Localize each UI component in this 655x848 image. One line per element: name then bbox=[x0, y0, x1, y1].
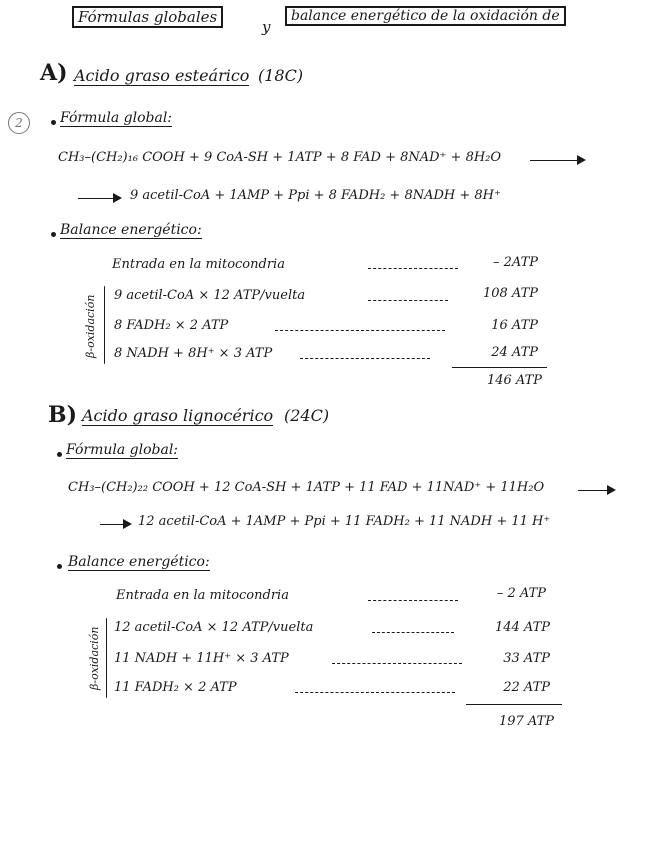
header-connector: y bbox=[262, 18, 271, 36]
section-b-row-3-value: 22 ATP bbox=[503, 680, 550, 695]
sum-line bbox=[452, 367, 547, 368]
section-a-entry-value: – 2ATP bbox=[493, 255, 538, 270]
section-a-balance-label: Balance energético: bbox=[60, 222, 202, 238]
section-a-entry-text: Entrada en la mitocondria bbox=[112, 257, 285, 272]
section-a-carbons: (18C) bbox=[258, 66, 304, 85]
section-b-equation-line-2: 12 acetil-CoA + 1AMP + Ppi + 11 FADH₂ + 11 NADH + 11 H⁺ bbox=[138, 514, 551, 529]
section-a-beta-label: β-oxidación bbox=[84, 294, 97, 358]
header-title-text-2: balance energético de la oxidación de bbox=[291, 8, 560, 24]
section-b-letter: B) bbox=[48, 402, 78, 428]
reaction-arrow-line bbox=[78, 198, 114, 199]
brace bbox=[106, 618, 107, 698]
bullet-dot bbox=[51, 120, 56, 125]
header-title-text-1: Fórmulas globales bbox=[78, 8, 218, 26]
section-b-equation-line-1: CH₃–(CH₂)₂₂ COOH + 12 CoA-SH + 1ATP + 11 FAD + 11NAD⁺ + 11H₂O bbox=[68, 480, 545, 495]
section-b-carbons: (24C) bbox=[284, 406, 330, 425]
arrow-right-icon bbox=[577, 155, 586, 165]
arrow-right-icon bbox=[123, 519, 132, 529]
section-b-formula-label: Fórmula global: bbox=[66, 442, 179, 458]
header-title-box-1 bbox=[72, 6, 223, 28]
section-a-equation-line-1: CH₃–(CH₂)₁₆ COOH + 9 CoA-SH + 1ATP + 8 FAD + 8NAD⁺ + 8H₂O bbox=[58, 150, 502, 165]
dashed-leader bbox=[368, 600, 458, 601]
bullet-dot bbox=[57, 452, 62, 457]
section-a-row-2-value: 16 ATP bbox=[491, 318, 538, 333]
section-a-title: Acido graso esteárico bbox=[74, 66, 250, 85]
section-b-balance-label: Balance energético: bbox=[68, 554, 210, 570]
section-a-row-3-text: 8 NADH + 8H⁺ × 3 ATP bbox=[114, 346, 273, 361]
sum-line bbox=[466, 704, 562, 705]
section-b-row-2-value: 33 ATP bbox=[503, 651, 550, 666]
section-b-title: Acido graso lignocérico bbox=[82, 406, 274, 425]
section-b-row-2-text: 11 NADH + 11H⁺ × 3 ATP bbox=[114, 651, 289, 666]
section-b-row-1-text: 12 acetil-CoA × 12 ATP/vuelta bbox=[114, 620, 314, 635]
section-a-total: 146 ATP bbox=[486, 373, 542, 388]
section-a-row-3-value: 24 ATP bbox=[491, 345, 538, 360]
dashed-leader bbox=[300, 358, 430, 359]
margin-note-number: 2 bbox=[15, 116, 23, 130]
reaction-arrow-line bbox=[578, 490, 608, 491]
section-a-row-2-text: 8 FADH₂ × 2 ATP bbox=[114, 318, 229, 333]
brace bbox=[104, 286, 105, 364]
section-a-formula-label: Fórmula global: bbox=[60, 110, 173, 126]
dashed-leader bbox=[295, 692, 455, 693]
section-b-total: 197 ATP bbox=[498, 714, 554, 729]
section-a-row-1-text: 9 acetil-CoA × 12 ATP/vuelta bbox=[114, 288, 306, 303]
dashed-leader bbox=[332, 663, 462, 664]
section-b-row-1-value: 144 ATP bbox=[494, 620, 550, 635]
dashed-leader bbox=[368, 300, 448, 301]
section-a-row-1-value: 108 ATP bbox=[482, 286, 538, 301]
bullet-dot bbox=[57, 564, 62, 569]
dashed-leader bbox=[275, 330, 445, 331]
header-title-box-2 bbox=[285, 6, 566, 26]
section-b-row-3-text: 11 FADH₂ × 2 ATP bbox=[114, 680, 237, 695]
section-a-letter: A) bbox=[40, 60, 68, 86]
section-a-equation-line-2: 9 acetil-CoA + 1AMP + Ppi + 8 FADH₂ + 8NADH + 8H⁺ bbox=[130, 188, 501, 203]
arrow-right-icon bbox=[607, 485, 616, 495]
margin-note-circle bbox=[8, 112, 30, 134]
section-b-entry-text: Entrada en la mitocondria bbox=[116, 588, 289, 603]
arrow-right-icon bbox=[113, 193, 122, 203]
reaction-arrow-line bbox=[530, 160, 578, 161]
dashed-leader bbox=[368, 268, 458, 269]
reaction-arrow-line bbox=[100, 524, 124, 525]
bullet-dot bbox=[51, 232, 56, 237]
section-b-entry-value: – 2 ATP bbox=[496, 586, 546, 601]
section-b-beta-label: β-oxidación bbox=[88, 626, 101, 690]
dashed-leader bbox=[372, 632, 454, 633]
